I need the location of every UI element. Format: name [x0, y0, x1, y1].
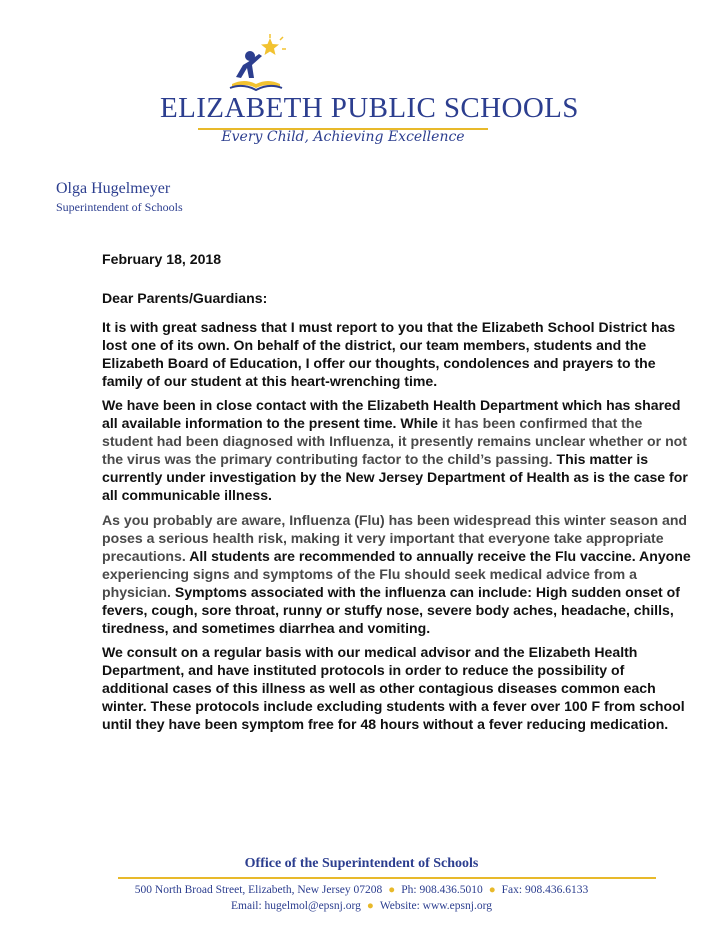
paragraph-3-part-c: experiencing signs and symptoms of the Flu should seek medical advice from a physician. — [102, 566, 637, 600]
superintendent-title: Superintendent of Schools — [56, 200, 183, 214]
footer-contact-line-2 — [0, 900, 723, 912]
paragraph-1: It is with great sadness that I must report to you that the Elizabeth School District has lost one of its own. On behalf of the district, our team members, students and the Elizabeth Board of Education, I offer our thoughts, condolences and prayers to the family of our student at this heart-wrenching time. — [102, 319, 676, 389]
paragraph-2-part-c: This matter is currently under investigation by the New Jersey Department of Health as is the case for all communicable illness. — [102, 451, 688, 503]
bullet-icon: ● — [388, 884, 396, 896]
paragraph-3-part-b: All students are recommended to annually receive the Flu vaccine. Anyone — [185, 548, 691, 564]
bullet-icon: ● — [366, 900, 374, 912]
footer-address: 500 North Broad Street, Elizabeth, New Jersey 07208 — [134, 884, 383, 896]
footer-divider — [118, 877, 656, 879]
paragraph-3-part-a: As you probably are aware, Influenza (Flu) has been widespread this winter season and poses a serious health risk, making it very important that everyone take appropriate precautions. — [102, 512, 688, 564]
footer-email: Email: hugelmol@epsnj.org — [231, 900, 361, 912]
footer-fax: Fax: 908.436.6133 — [501, 884, 589, 896]
superintendent-name: Olga Hugelmeyer — [56, 180, 171, 197]
footer-phone: Ph: 908.436.5010 — [401, 884, 483, 896]
paragraph-3 — [102, 511, 692, 637]
paragraph-4: We consult on a regular basis with our medical advisor and the Elizabeth Health Department, and have instituted protocols in order to reduce the possibility of additional cases of this illness as well as other contagious diseases common each winter. These protocols include excluding students with a fever over 100 F from school until they have been symptom free for 48 hours without a fever reducing medication. — [102, 644, 685, 732]
footer-contact-line-1 — [0, 884, 723, 896]
paragraph-2 — [102, 396, 692, 504]
school-logo-icon — [226, 34, 286, 98]
organization-name: ELIZABETH PUBLIC SCHOOLS — [160, 92, 579, 124]
letter-salutation: Dear Parents/Guardians: — [102, 290, 268, 306]
organization-tagline: Every Child, Achieving Excellence — [221, 129, 465, 145]
footer-office-name: Office of the Superintendent of Schools — [244, 856, 479, 871]
footer-website: Website: www.epsnj.org — [379, 900, 492, 912]
bullet-icon: ● — [488, 884, 496, 896]
paragraph-2-part-b: it has been confirmed that the student had been diagnosed with Influenza, it presently remains unclear whether or not the virus was the primary contributing factor to the child’s passing. — [102, 415, 687, 467]
paragraph-3-part-d: Symptoms associated with the influenza can include: High sudden onset of fevers, cough, sore throat, runny or stuffy nose, severe body aches, headache, chills, tiredness, and sometimes diarrhea and vomiting. — [102, 584, 680, 636]
star-icon — [261, 34, 286, 55]
paragraph-2-part-a: We have been in close contact with the Elizabeth Health Department which has shared all available information to the present time. While — [102, 397, 681, 431]
letter-date: February 18, 2018 — [102, 251, 222, 267]
